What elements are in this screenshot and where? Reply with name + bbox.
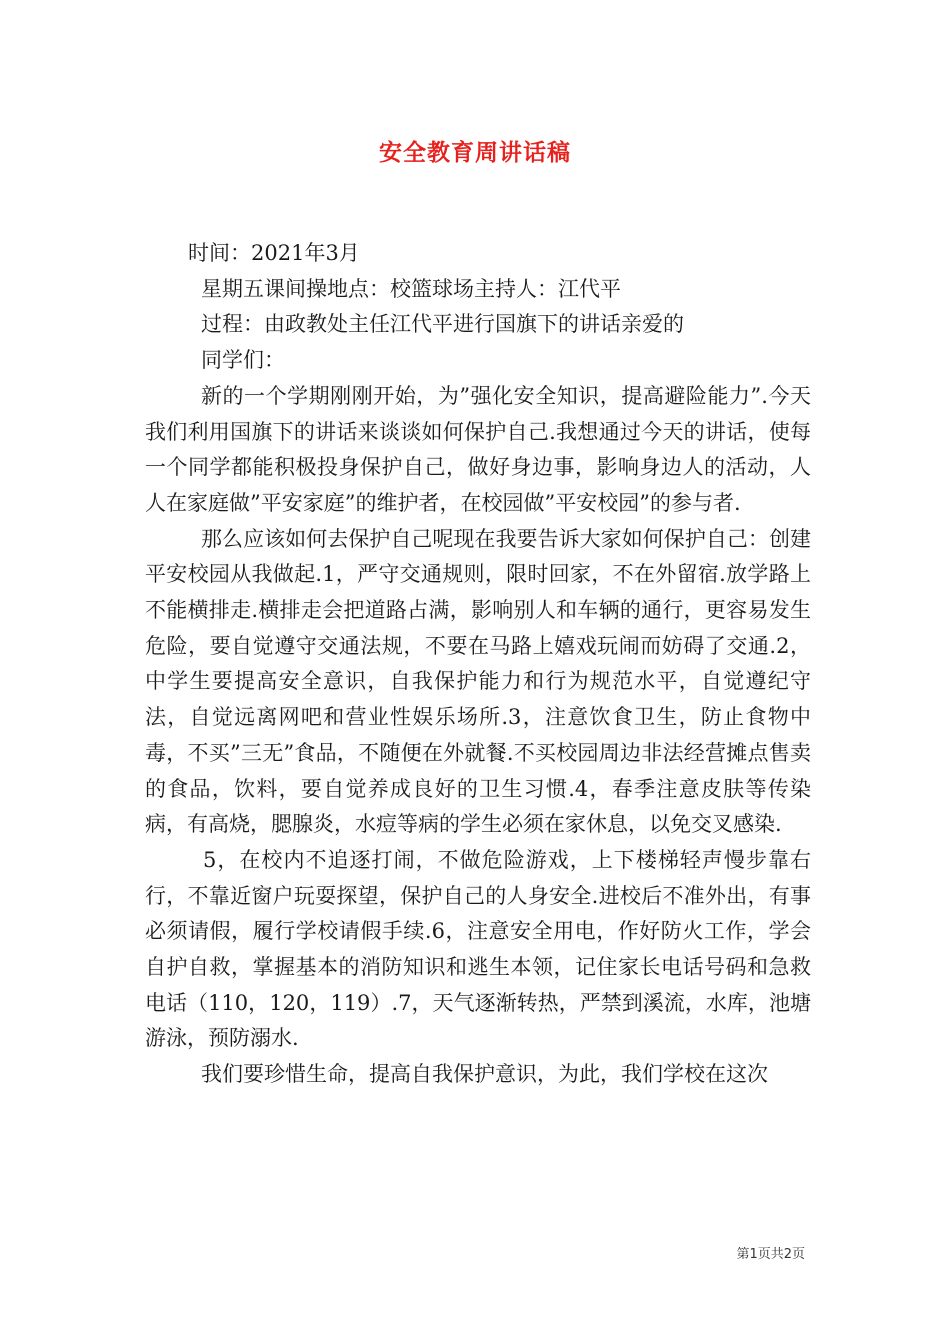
paragraph-location: 星期五课间操地点：校篮球场主持人：江代平 (201, 276, 621, 301)
paragraph-intro: 新的一个学期刚刚开始，为”强化安全知识，提高避险能力”.今天我们利用国旗下的讲话来谈谈如何保护自己.我想通过今天的讲话，使每一个同学都能积极投身保护自己，做好身边事，影响身边人的活动，人人在家庭做”平安家庭”的维护者，在校园做”平安校园”的参与者. (145, 383, 811, 515)
document-body (145, 236, 811, 1093)
page-number: 第1页共2页 (736, 1247, 805, 1262)
paragraph-rules-1: 那么应该如何去保护自己呢现在我要告诉大家如何保护自己：创建平安校园从我做起.1，严守交通规则，限时回家，不在外留宿.放学路上不能横排走.横排走会把道路占满，影响别人和车辆的通行，更容易发生危险，要自觉遵守交通法规，不要在马路上嬉戏玩闹而妨碍了交通.2，中学生要提高安全意识，自我保护能力和行为规范水平，自觉遵纪守法，自觉远离网吧和营业性娱乐场所.3，注意饮食卫生，防止食物中毒，不买”三无”食品，不随便在外就餐.不买校园周边非法经营摊点售卖的食品，饮料，要自觉养成良好的卫生习惯.4，春季注意皮肤等传染病，有高烧，腮腺炎，水痘等病的学生必须在家休息，以免交叉感染. (145, 526, 811, 837)
paragraph-greeting: 同学们： (201, 348, 285, 373)
paragraph-rules-2: 5，在校内不追逐打闹，不做危险游戏，上下楼梯轻声慢步靠右行，不靠近窗户玩耍探望，保护自己的人身安全.进校后不准外出，有事必须请假，履行学校请假手续.6，注意安全用电，作好防火工作，学会自护自救，掌握基本的消防知识和逃生本领，记住家长电话号码和急救电话（110，120，119）.7，天气逐渐转热，严禁到溪流，水库，池塘游泳，预防溺水. (145, 847, 811, 1051)
paragraph-closing: 我们要珍惜生命，提高自我保护意识，为此，我们学校在这次 (201, 1062, 768, 1087)
paragraph-process: 过程：由政教处主任江代平进行国旗下的讲话亲爱的 (201, 312, 684, 337)
paragraph-time: 时间：2021年3月 (188, 241, 360, 265)
document-title: 安全教育周讲话稿 (379, 140, 571, 166)
